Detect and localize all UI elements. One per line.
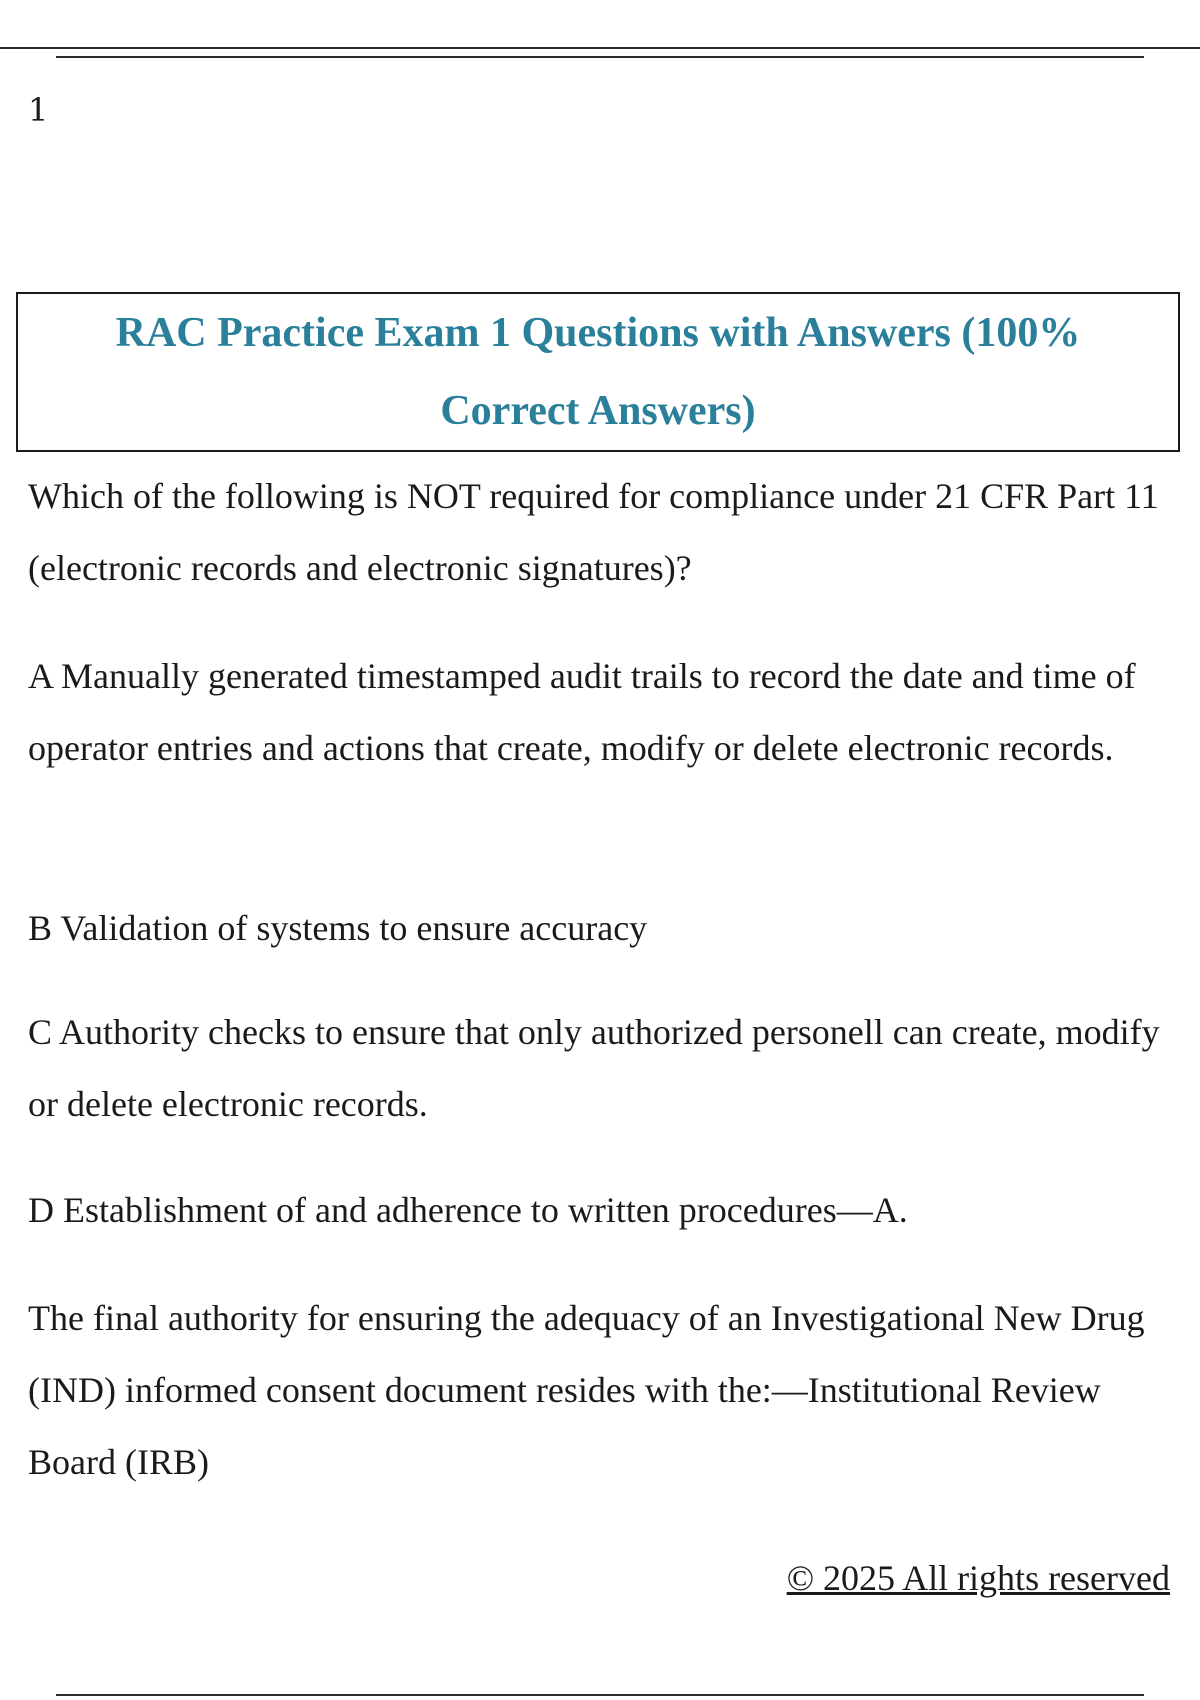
document-title: RAC Practice Exam 1 Questions with Answers (100% Correct Answers) (115, 310, 1081, 434)
question-1-option-c: C Authority checks to ensure that only authorized personell can create, modify or delete electronic records. (28, 1012, 1160, 1124)
question-1-text: Which of the following is NOT required for compliance under 21 CFR Part 11 (electronic records and electronic signatures)? (28, 476, 1159, 588)
footer-rule (56, 1694, 1144, 1696)
question-2-text: The final authority for ensuring the adequacy of an Investigational New Drug (IND) informed consent document resides with the:—Institutional Review Board (IRB) (28, 1298, 1145, 1482)
question-1-option-a: A Manually generated timestamped audit trails to record the date and time of operator entries and actions that create, modify or delete electronic records. (28, 656, 1136, 768)
question-1-option-b: B Validation of systems to ensure accuracy (28, 908, 648, 948)
copyright-notice: © 2025 All rights reserved (786, 1558, 1170, 1598)
header-rule-inner (56, 56, 1144, 58)
question-1-option-d: D Establishment of and adherence to written procedures—A. (28, 1190, 908, 1230)
header-rule-outer (0, 47, 1200, 49)
page-number: 1 (28, 91, 49, 129)
title-box (16, 292, 1180, 452)
